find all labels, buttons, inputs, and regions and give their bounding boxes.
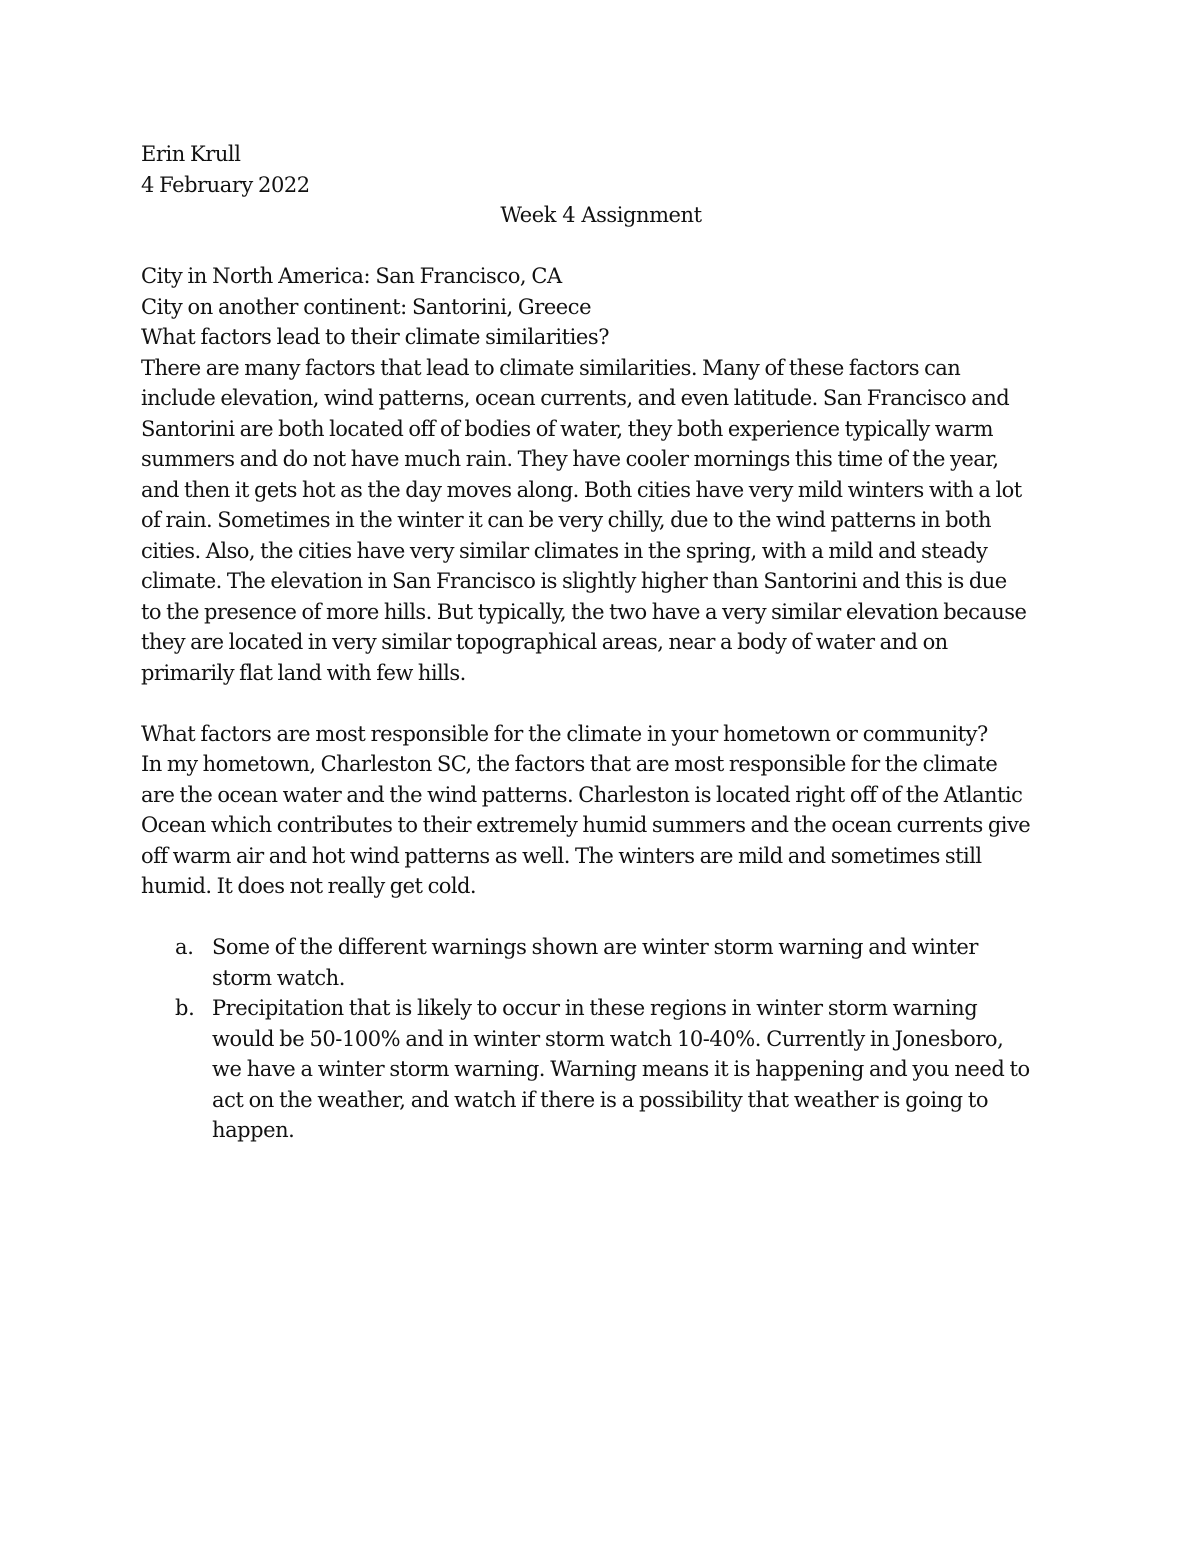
paragraph-line: are the ocean water and the wind patterns. Charleston is located right off of the Atlantic xyxy=(141,782,1023,807)
paragraph-line: Santorini are both located off of bodies of water, they both experience typically warm xyxy=(141,416,994,441)
question-2-prompt: What factors are most responsible for the climate in your hometown or community? xyxy=(141,721,988,746)
list-item-line: happen. xyxy=(212,1118,295,1142)
document-title: Week 4 Assignment xyxy=(500,203,702,227)
paragraph-line: There are many factors that lead to climate similarities. Many of these factors can xyxy=(141,355,961,380)
list-item xyxy=(141,993,1061,1146)
paragraph-line: primarily flat land with few hills. xyxy=(141,660,466,685)
question-1-answer xyxy=(141,353,1061,689)
list-marker: a. xyxy=(175,935,194,959)
document-body xyxy=(141,139,1061,1146)
blank-line xyxy=(141,688,1061,719)
list-item-line: Precipitation that is likely to occur in these regions in winter storm warning xyxy=(212,996,978,1020)
list-marker: b. xyxy=(175,996,195,1020)
blank-line xyxy=(141,231,1061,262)
paragraph-line: off warm air and hot wind patterns as well. The winters are mild and sometimes still xyxy=(141,843,982,868)
paragraph-line: and then it gets hot as the day moves along. Both cities have very mild winters with a lot xyxy=(141,477,1022,502)
list-item xyxy=(141,932,1061,993)
document-date: 4 February 2022 xyxy=(141,172,310,197)
list-item-line: act on the weather, and watch if there is a possibility that weather is going to xyxy=(212,1087,989,1112)
paragraph-line: include elevation, wind patterns, ocean currents, and even latitude. San Francisco and xyxy=(141,386,1010,410)
paragraph-line: Ocean which contributes to their extremely humid summers and the ocean currents give xyxy=(141,813,1031,837)
list-item-line: we have a winter storm warning. Warning means it is happening and you need to xyxy=(212,1057,1030,1081)
paragraph-line: to the presence of more hills. But typically, the two have a very similar elevation because xyxy=(141,599,1027,624)
answer-list xyxy=(141,932,1061,1146)
list-item-line: would be 50-100% and in winter storm watch 10-40%. Currently in Jonesboro, xyxy=(212,1026,1004,1051)
paragraph-line: summers and do not have much rain. They have cooler mornings this time of the year, xyxy=(141,447,999,471)
paragraph-line: they are located in very similar topographical areas, near a body of water and on xyxy=(141,630,948,654)
paragraph-line: of rain. Sometimes in the winter it can be very chilly, due to the wind patterns in both xyxy=(141,508,992,532)
city-north-america: City in North America: San Francisco, CA xyxy=(141,264,562,288)
list-item-line: Some of the different warnings shown are winter storm warning and winter xyxy=(212,935,979,959)
paragraph-line: climate. The elevation in San Francisco is slightly higher than Santorini and this is due xyxy=(141,569,1007,593)
paragraph-line: cities. Also, the cities have very similar climates in the spring, with a mild and steady xyxy=(141,538,988,563)
question-2-answer xyxy=(141,749,1061,902)
paragraph-line: In my hometown, Charleston SC, the factors that are most responsible for the climate xyxy=(141,752,998,776)
author-name: Erin Krull xyxy=(141,142,241,166)
question-1-prompt: What factors lead to their climate similarities? xyxy=(141,325,610,349)
city-other-continent: City on another continent: Santorini, Greece xyxy=(141,294,592,319)
paragraph-line: humid. It does not really get cold. xyxy=(141,874,477,898)
list-item-line: storm watch. xyxy=(212,965,345,990)
blank-line xyxy=(141,902,1061,933)
